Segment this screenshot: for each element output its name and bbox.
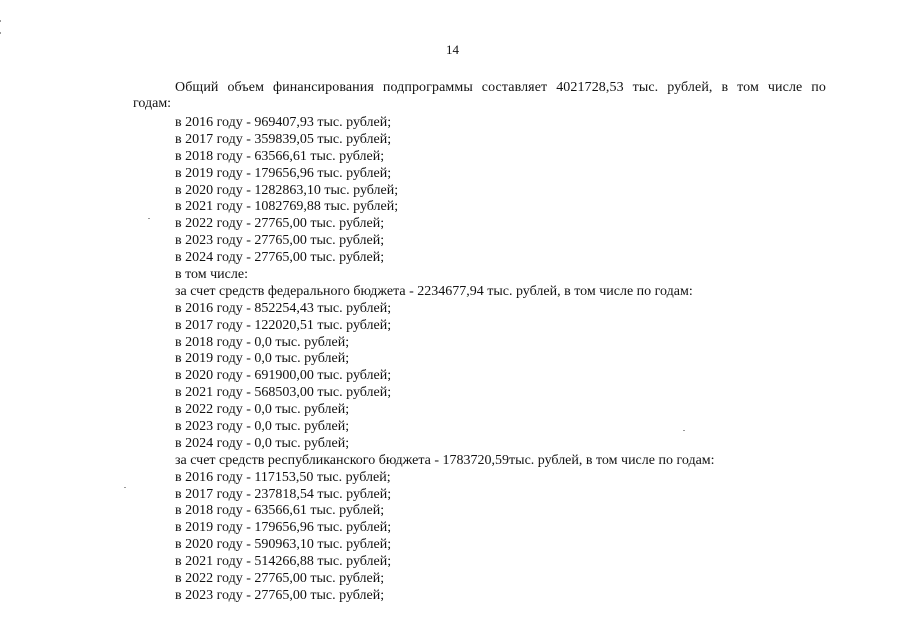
funding-line: в 2018 году - 63566,61 тыс. рублей; [175, 503, 385, 519]
scan-speck [124, 487, 126, 488]
funding-line: в 2021 году - 568503,00 тыс. рублей; [175, 385, 392, 401]
funding-line: в 2019 году - 179656,96 тыс. рублей; [175, 520, 392, 536]
funding-line: в 2016 году - 969407,93 тыс. рублей; [175, 115, 392, 130]
funding-line: в 2017 году - 359839,05 тыс. рублей; [175, 131, 392, 147]
scan-speck [683, 430, 685, 431]
funding-line: в 2020 году - 691900,00 тыс. рублей; [175, 368, 392, 384]
scan-speck [0, 32, 1, 34]
funding-line: в 2016 году - 852254,43 тыс. рублей; [175, 300, 392, 316]
scan-speck [148, 218, 150, 219]
funding-line: в 2017 году - 122020,51 тыс. рублей; [175, 317, 392, 333]
funding-line: в 2018 году - 0,0 тыс. рублей; [175, 334, 350, 350]
funding-line: в 2018 году - 63566,61 тыс. рублей; [175, 148, 385, 164]
funding-line: в 2023 году - 0,0 тыс. рублей; [175, 419, 350, 435]
funding-line: в 2024 году - 27765,00 тыс. рублей; [175, 250, 385, 266]
federal-budget-heading: за счет средств федерального бюджета - 2234677,94 тыс. рублей, в том числе по годам: [175, 283, 693, 299]
funding-line: в 2023 году - 27765,00 тыс. рублей; [175, 587, 385, 603]
intro-line-1: Общий объем финансирования подпрограммы составляет 4021728,53 тыс. рублей, в том числе по [175, 80, 826, 95]
funding-line: в 2019 году - 0,0 тыс. рублей; [175, 351, 350, 367]
funding-line: в 2016 году - 117153,50 тыс. рублей; [175, 469, 391, 485]
funding-line: в 2022 году - 0,0 тыс. рублей; [175, 402, 350, 418]
funding-line: в 2019 году - 179656,96 тыс. рублей; [175, 165, 392, 181]
funding-line: в 2017 году - 237818,54 тыс. рублей; [175, 486, 392, 502]
intro-paragraph [133, 80, 826, 112]
funding-lines [175, 115, 825, 605]
funding-line: в 2023 году - 27765,00 тыс. рублей; [175, 233, 385, 249]
intro-line-2: годам: [133, 96, 172, 111]
page-number: 14 [446, 42, 459, 57]
section-label-including: в том числе: [175, 267, 248, 283]
funding-line: в 2021 году - 1082769,88 тыс. рублей; [175, 199, 399, 215]
funding-line: в 2022 году - 27765,00 тыс. рублей; [175, 571, 385, 587]
funding-line: в 2020 году - 590963,10 тыс. рублей; [175, 537, 392, 553]
funding-line: в 2022 году - 27765,00 тыс. рублей; [175, 216, 385, 232]
funding-line: в 2021 году - 514266,88 тыс. рублей; [175, 554, 392, 570]
funding-line: в 2024 году - 0,0 тыс. рублей; [175, 435, 350, 451]
scan-speck [0, 20, 1, 22]
funding-line: в 2020 году - 1282863,10 тыс. рублей; [175, 182, 399, 198]
republican-budget-heading: за счет средств республиканского бюджета - 1783720,59тыс. рублей, в том числе по годам: [175, 452, 715, 468]
